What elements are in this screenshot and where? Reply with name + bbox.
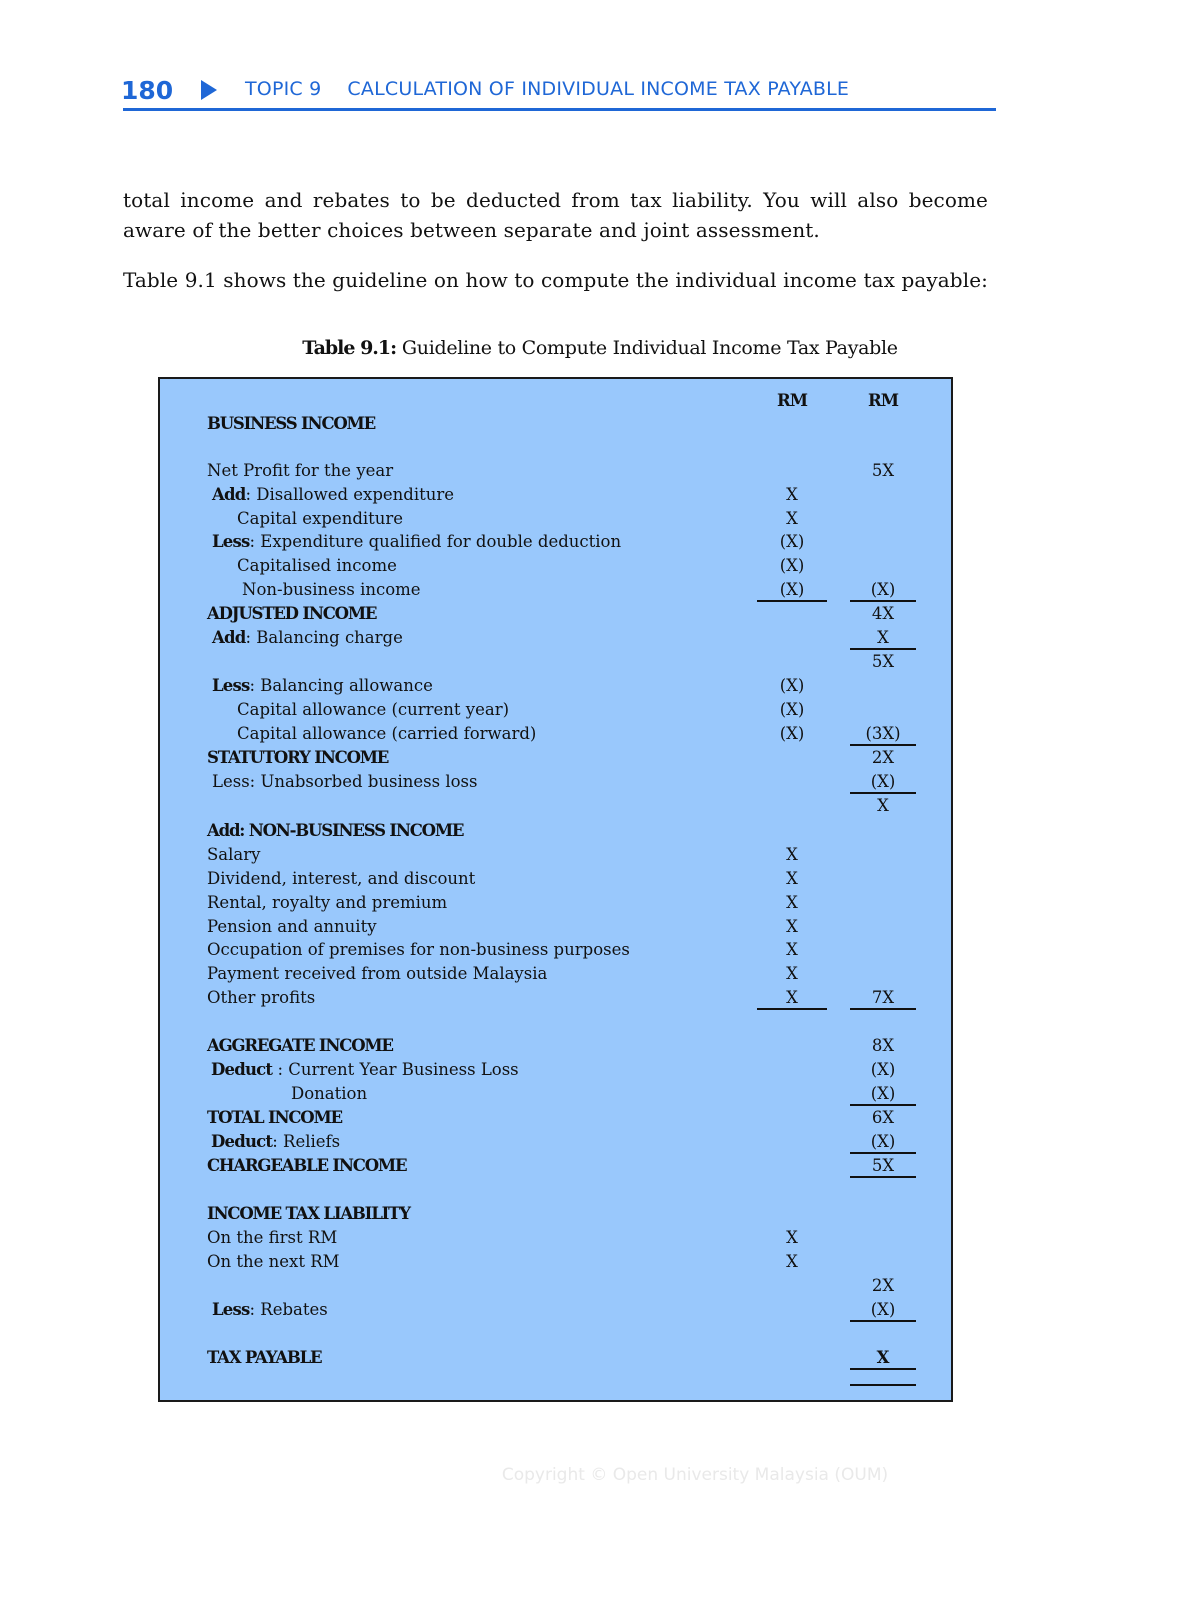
row-total-income [160, 1106, 955, 1130]
running-header [123, 74, 996, 111]
row-net-profit [160, 459, 955, 483]
row-text: : Reliefs [272, 1132, 341, 1151]
tax-computation-table [158, 377, 953, 1402]
caption-text: Guideline to Compute Individual Income Tax Payable [396, 337, 898, 359]
row-value-col2: 5X [871, 461, 895, 480]
row-other-profits [160, 986, 955, 1010]
row-value-col1: X [786, 917, 798, 936]
row-label: Non-business income [242, 580, 421, 599]
row-subtotal [160, 794, 955, 818]
row-label [212, 530, 621, 554]
row-value-col2: X [877, 796, 889, 815]
topic-title: CALCULATION OF INDIVIDUAL INCOME TAX PAYABLE [347, 78, 850, 100]
topic-number: TOPIC 9 [245, 78, 322, 100]
row-label [211, 1058, 519, 1082]
row-label: Payment received from outside Malaysia [207, 964, 548, 983]
row-value-col2: 2X [871, 748, 895, 767]
row-label [212, 626, 403, 650]
row-keyword: Deduct [211, 1060, 273, 1079]
row-label: Less: Unabsorbed business loss [212, 772, 478, 791]
row-capitalised [160, 554, 955, 578]
row-value-col2: 6X [871, 1108, 895, 1127]
row-text: : Disallowed expenditure [245, 485, 455, 504]
row-non-business-income [160, 819, 955, 843]
row-statutory-income [160, 746, 955, 770]
row-label: Dividend, interest, and discount [207, 869, 476, 888]
row-value-col1: X [786, 509, 798, 528]
row-label: Capital allowance (carried forward) [237, 724, 537, 743]
row-label: Donation [291, 1084, 368, 1103]
section-heading: TOTAL INCOME [207, 1108, 342, 1127]
row-value-col2: (X) [850, 1130, 916, 1154]
row-capital-allowance-current [160, 698, 955, 722]
row-value-col2: (X) [850, 1082, 916, 1106]
page-number: 180 [121, 76, 174, 105]
row-label: Occupation of premises for non-business purposes [207, 940, 630, 959]
row-income-tax-liability [160, 1202, 955, 1226]
row-text: : Balancing charge [245, 628, 403, 647]
row-label: Net Profit for the year [207, 461, 394, 480]
row-first-rm [160, 1226, 955, 1250]
row-value-col2: X [850, 626, 916, 650]
row-keyword: Deduct [211, 1132, 273, 1151]
row-text: : Balancing allowance [249, 676, 433, 695]
row-label: Capital expenditure [237, 509, 404, 528]
column-headers [160, 389, 955, 413]
row-label: Rental, royalty and premium [207, 893, 448, 912]
section-heading: INCOME TAX LIABILITY [207, 1204, 410, 1223]
row-value-col2: 5X [871, 652, 895, 671]
row-value-col2: (X) [850, 578, 916, 602]
table-caption [0, 337, 1200, 359]
second-paragraph: Table 9.1 shows the guideline on how to compute the individual income tax payable: [123, 268, 988, 292]
row-outside-malaysia [160, 962, 955, 986]
row-next-rm [160, 1250, 955, 1274]
row-label: On the first RM [207, 1228, 338, 1247]
row-value-col2: 2X [871, 1276, 895, 1295]
row-chargeable-income [160, 1154, 955, 1178]
row-value-col1: X [786, 485, 798, 504]
row-label: On the next RM [207, 1252, 340, 1271]
row-rental [160, 891, 955, 915]
row-value-col2: (X) [850, 1298, 916, 1322]
row-disallowed [160, 483, 955, 507]
row-donation [160, 1082, 955, 1106]
row-keyword: Less [212, 676, 250, 695]
section-heading: BUSINESS INCOME [207, 414, 375, 433]
row-tax-payable [160, 1346, 955, 1370]
row-value-col1: X [786, 1252, 798, 1271]
row-value-col1: X [786, 964, 798, 983]
row-label: Capital allowance (current year) [237, 700, 510, 719]
row-adjusted-income [160, 602, 955, 626]
row-label: Salary [207, 845, 261, 864]
row-value-col2: (3X) [850, 722, 916, 746]
row-text: : Current Year Business Loss [272, 1060, 519, 1079]
row-occupation [160, 938, 955, 962]
section-heading: STATUTORY INCOME [207, 748, 389, 767]
section-heading: AGGREGATE INCOME [207, 1036, 393, 1055]
row-label [211, 1130, 340, 1154]
row-keyword: Add [212, 628, 246, 647]
row-value-col1: (X) [779, 556, 805, 575]
copyright-watermark: Copyright © Open University Malaysia (OUM) [501, 1465, 889, 1485]
row-value-col1: X [757, 986, 827, 1010]
col2-header: RM [868, 391, 898, 410]
row-business-income [160, 412, 955, 436]
row-value-col1: X [786, 869, 798, 888]
row-current-year-loss [160, 1058, 955, 1082]
row-value-col1: (X) [779, 724, 805, 743]
row-text: : Expenditure qualified for double deduction [249, 532, 622, 551]
section-heading: ADJUSTED INCOME [207, 604, 377, 623]
row-label [212, 483, 454, 507]
intro-paragraph: total income and rebates to be deducted from tax liability. You will also become aware of the better choices between separate and joint assessment. [123, 188, 988, 242]
row-value-col2: 5X [850, 1154, 916, 1178]
row-keyword: Less [212, 532, 250, 551]
row-text: : Rebates [249, 1300, 328, 1319]
row-value-col1: X [786, 893, 798, 912]
row-salary [160, 843, 955, 867]
row-aggregate-income [160, 1034, 955, 1058]
row-value-col1: X [786, 940, 798, 959]
section-heading: Add: NON-BUSINESS INCOME [207, 821, 464, 840]
row-value-col1: (X) [757, 578, 827, 602]
section-heading: CHARGEABLE INCOME [207, 1156, 407, 1175]
row-value-col2: X [850, 1346, 916, 1370]
row-reliefs [160, 1130, 955, 1154]
double-underline [850, 1384, 916, 1386]
header-topic [245, 78, 849, 100]
row-capital-allowance-cf [160, 722, 955, 746]
row-balancing-charge [160, 626, 955, 650]
row-value-col2: 8X [871, 1036, 895, 1055]
row-label: Pension and annuity [207, 917, 377, 936]
row-double-deduction [160, 530, 955, 554]
col1-header: RM [777, 391, 807, 410]
row-value-col2: (X) [870, 1060, 896, 1079]
row-label: Capitalised income [237, 556, 397, 575]
row-value-col1: (X) [779, 532, 805, 551]
row-value-col1: X [786, 1228, 798, 1247]
row-non-business [160, 578, 955, 602]
row-value-col1: (X) [779, 700, 805, 719]
row-capital-exp [160, 507, 955, 531]
row-label [212, 674, 433, 698]
row-balancing-allowance [160, 674, 955, 698]
row-subtotal [160, 650, 955, 674]
row-rebates [160, 1298, 955, 1322]
row-subtotal [160, 1274, 955, 1298]
row-keyword: Less [212, 1300, 250, 1319]
row-label: Other profits [207, 988, 316, 1007]
row-unabsorbed-loss [160, 770, 955, 794]
row-value-col2: 7X [850, 986, 916, 1010]
row-value-col1: (X) [779, 676, 805, 695]
row-dividend [160, 867, 955, 891]
section-heading: TAX PAYABLE [207, 1348, 322, 1367]
row-label [212, 1298, 328, 1322]
row-value-col2: (X) [850, 770, 916, 794]
row-value-col2: 4X [871, 604, 895, 623]
caption-label: Table 9.1: [302, 337, 397, 359]
row-keyword: Add [212, 485, 246, 504]
play-arrow-icon [201, 80, 217, 100]
row-pension [160, 915, 955, 939]
row-value-col1: X [786, 845, 798, 864]
